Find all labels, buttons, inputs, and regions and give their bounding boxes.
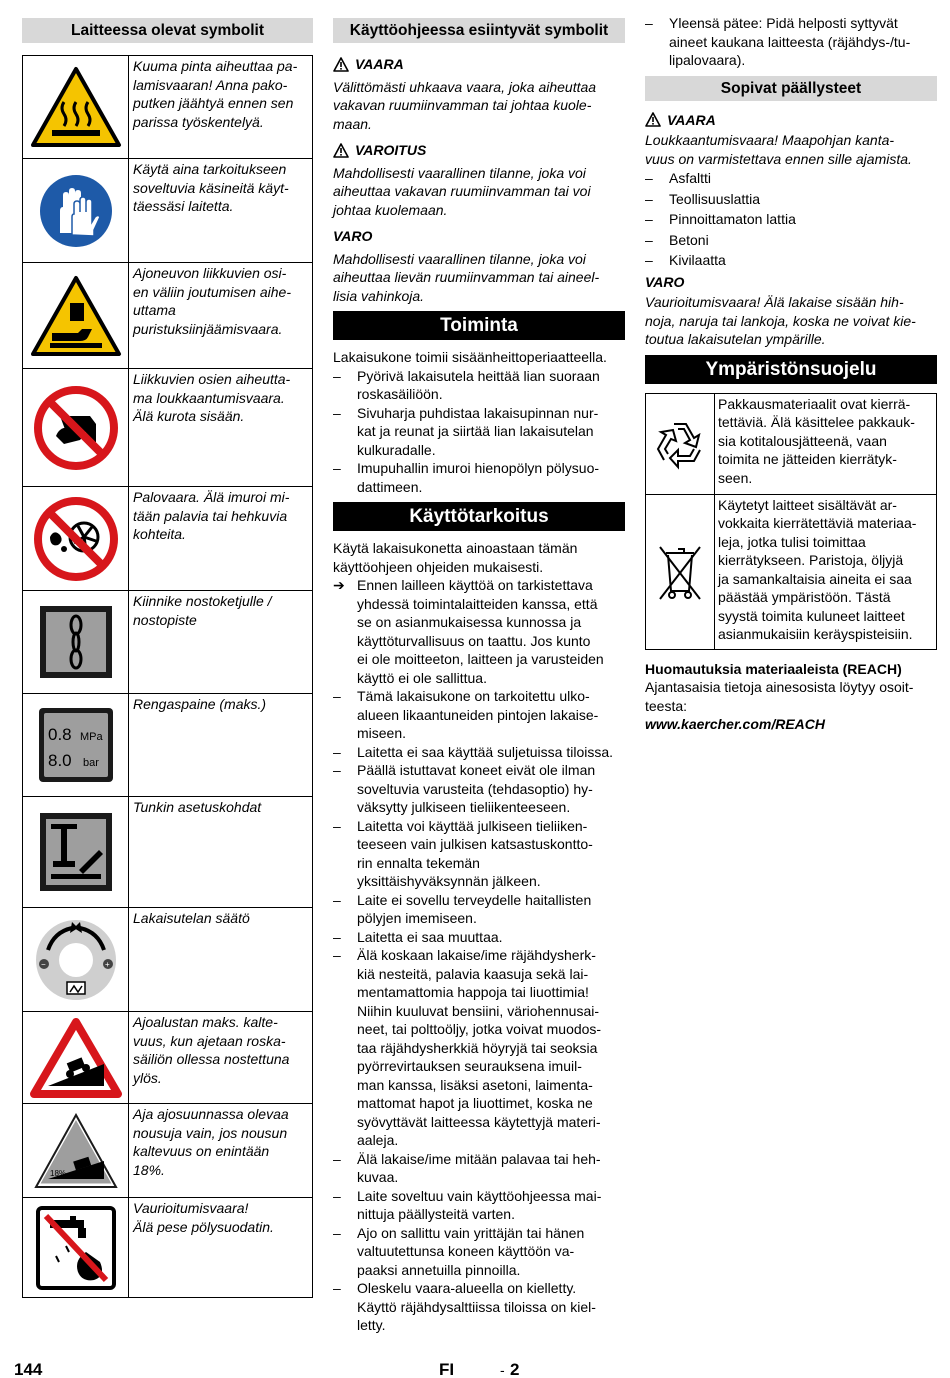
- table-row: [646, 494, 937, 649]
- symbol-description: Käytä aina tarkoitukseen soveltuvia käsineitä käyt- täessäsi laitetta.: [133, 161, 289, 214]
- signal-title: VAARA: [667, 111, 716, 128]
- pressure-unit-bar: bar: [82, 757, 99, 769]
- symbol-description: Ajoalustan maks. kalte- vuus, kun ajetaan roska- säiliön ollessa nostettuna ylös.: [133, 1014, 290, 1086]
- list-item-text: Älä lakaise/ime mitään palavaa tai heh- kuvaa.: [357, 1150, 601, 1185]
- list-item: – Pinnoittamaton lattia: [645, 211, 796, 227]
- list-item-text: Imupuhallin imuroi hienopölyn pölysuo- dattimeen.: [357, 460, 600, 495]
- no-fire-vacuum-icon: [23, 487, 129, 591]
- symbol-text: [129, 263, 313, 369]
- section-heading-surfaces: Sopivat päällysteet: [645, 76, 937, 101]
- svg-text:−: −: [40, 959, 46, 969]
- symbol-text: [129, 159, 313, 263]
- symbol-description: Vaurioitumisvaara! Älä pese pölysuodatin.: [133, 1200, 274, 1235]
- list-item: – Ajo on sallittu vain yrittäjän tai hänen valtuutettunsa koneen käyttöön va- paaksi annetuilla pinnoilla.: [333, 1224, 585, 1278]
- list-item-text: Kivilaatta: [669, 252, 726, 268]
- signal-text: Välittömästi uhkaava vaara, joka aiheuttaa vakavan ruumiinvamman tai johtaa kuole- maan.: [333, 78, 597, 132]
- pressure-unit-mpa: MPa: [79, 731, 103, 743]
- symbol-text: [129, 908, 313, 1012]
- warning-triangle-icon: [645, 112, 661, 127]
- symbol-description: Rengaspaine (maks.): [133, 696, 267, 712]
- list-item-text: Oleskelu vaara-alueella on kielletty. Käyttö räjähdysalttiissa tiloissa on kiel- letty.: [357, 1280, 596, 1333]
- list-item-text: Päällä istuttavat koneet eivät ole ilman soveltuvia varusteita (tehdasoptio) hy- väksytty julkiseen tieliikenteeseen.: [357, 762, 596, 815]
- no-wash-filter-icon: [23, 1198, 129, 1298]
- table-row: [23, 487, 313, 591]
- gloves-icon: [23, 159, 129, 263]
- pressure-value-bar: 8.0: [47, 751, 72, 770]
- environment-text: [715, 494, 937, 649]
- list-item-text: Laitetta ei saa käyttää suljetuissa tiloissa.: [357, 743, 614, 760]
- list-item-text: Teollisuuslattia: [669, 190, 761, 207]
- device-symbols-table: [22, 55, 313, 1298]
- symbol-text: [129, 369, 313, 487]
- section-heading-kayttotarkoitus: Käyttötarkoitus: [333, 502, 625, 531]
- list-item: – Sivuharja puhdistaa lakaisupinnan nur- kat ja reunat ja siirtää lian lakaisutelan kulkuradalle.: [333, 404, 599, 458]
- list-item-text: Pyörivä lakaisutela heittää lian suoraan roskasäiliöön.: [357, 367, 600, 402]
- footer-section-number: 2: [510, 1360, 520, 1378]
- list-item-text: Sivuharja puhdistaa lakaisupinnan nur- kat ja reunat ja siirtää lian lakaisutelan kulkuradalle.: [357, 404, 599, 458]
- signal-title: VAARA: [355, 56, 404, 72]
- symbol-text: [129, 56, 313, 159]
- symbol-description: Kiinnike nostoketjulle / nostopiste: [133, 593, 272, 628]
- table-row: [23, 591, 313, 694]
- table-row: [23, 1104, 313, 1198]
- list-item: – Betoni: [645, 231, 709, 248]
- chain-icon: [23, 591, 129, 694]
- list-item: – Laite soveltuu vain käyttöohjeessa mai- nittuja päällysteitä varten.: [333, 1187, 602, 1222]
- signal-text: Vaurioitumisvaara! Älä lakaise sisään hih- noja, naruja tai lankoja, koska ne voivat kie- toutua lakaisutelan ympärille.: [645, 294, 916, 347]
- list-item-text: Betoni: [669, 231, 709, 248]
- list-item: – Oleskelu vaara-alueella on kielletty. Käyttö räjähdysalttiissa tiloissa on kiel- letty.: [333, 1280, 596, 1333]
- symbol-description: Aja ajosuunnassa olevaa nousuja vain, jos nousun kaltevuus on enintään 18%.: [133, 1106, 289, 1178]
- list-item: – Kivilaatta: [645, 252, 726, 268]
- signal-vaara: [333, 55, 625, 74]
- jack-icon: [23, 797, 129, 908]
- warning-triangle-icon: [333, 57, 349, 72]
- recycle-icon: [646, 393, 715, 494]
- symbol-text: [129, 487, 313, 591]
- list-item-arrow: ➔ Ennen lailleen käyttöä on tarkistettava yhdessä toimintalaitteiden kanssa, että se on asianmukaisessa kunnossa ja käyttöturvallisuus on taattu. Jos kunto ei ole moitteeton, laitteen ja varusteiden käyttö ei ole sallittua.: [333, 577, 604, 686]
- symbol-description: Tunkin asetuskohdat: [133, 799, 262, 815]
- svg-text:+: +: [104, 959, 110, 969]
- symbol-text: [129, 591, 313, 694]
- table-row: [646, 393, 937, 494]
- signal-varo: [333, 227, 625, 246]
- symbol-text: [129, 797, 313, 908]
- table-row: [23, 694, 313, 797]
- reach-link[interactable]: www.kaercher.com/REACH: [645, 716, 825, 732]
- tire-pressure-icon: [23, 694, 129, 797]
- page-number: 144: [14, 1360, 43, 1378]
- table-row: [23, 1012, 313, 1104]
- table-row: [23, 797, 313, 908]
- signal-title: VARO: [333, 228, 373, 244]
- signal-text: Loukkaantumisvaara! Maapohjan kanta- vuus on varmistettava ennen sille ajamista.: [645, 132, 912, 167]
- environment-table: [645, 393, 937, 650]
- symbol-description: Palovaara. Älä imuroi mi- tään palavia tai hehkuvia kohteita.: [133, 489, 290, 542]
- footer-dash: -: [500, 1362, 505, 1378]
- list-item-text: Laite soveltuu vain käyttöohjeessa mai- nittuja päällysteitä varten.: [357, 1187, 602, 1222]
- warning-triangle-icon: [333, 143, 349, 158]
- list-item-text: Pinnoittamaton lattia: [669, 211, 796, 227]
- list-item-text: Ennen lailleen käyttöä on tarkistettava yhdessä toimintalaitteiden kanssa, että se on asianmukaisessa kunnossa ja käyttöturvallisuus on taattu. Jos kunto ei ole moitteeton, laitteen ja varusteiden käyttö ei ole sallittua.: [357, 577, 604, 686]
- signal-varo: [645, 273, 937, 292]
- signal-vaara: [645, 111, 937, 130]
- list-item: – Päällä istuttavat koneet eivät ole ilman soveltuvia varusteita (tehdasoptio) hy- väksytty julkiseen tieliikenteeseen.: [333, 762, 596, 815]
- list-item: – Teollisuuslattia: [645, 190, 761, 207]
- list-item-text: Asfaltti: [669, 170, 712, 186]
- table-row: [23, 1198, 313, 1298]
- table-row: [23, 159, 313, 263]
- symbol-description: Kuuma pinta aiheuttaa pa- lamisvaaran! Anna pako- putken jäähtyä ennen sen parissa työskentelyä.: [133, 58, 298, 130]
- list-item-text: Yleensä pätee: Pidä helposti syttyvät aineet kaukana laitteesta (räjähdys-/tu- lipalovaara).: [669, 15, 911, 68]
- symbol-description: Ajoneuvon liikkuvien osi- en väliin joutumisen aihe- uttama puristuksiinjäämisvaara.: [133, 265, 291, 337]
- signal-title: VARO: [645, 273, 685, 290]
- section-heading-manual-symbols: Käyttöohjeessa esiintyvät symbolit: [333, 18, 625, 43]
- kaytto-intro: Käytä lakaisukonetta ainoastaan tämän käyttöohjeen ohjeiden mukaisesti.: [333, 540, 578, 575]
- section-heading-toiminta: Toiminta: [333, 311, 625, 340]
- list-item: – Laitetta voi käyttää julkiseen tieliiken- teeseen vain julkisen katsastuskontto- rin ennalta tekemän yksittäishyväksynnän jälkeen.: [333, 817, 593, 889]
- list-item: – Asfaltti: [645, 170, 712, 186]
- list-item: – Älä koskaan lakaise/ime räjähdysherk- kiä nesteitä, palavia kaasuja sekä lai- mentamattomia happoja tai liuottimia! Niihin kuuluvat bensiini, väriohennusai- neet, tai polttoöljy, jotka voivat muodos- taa räjähdysherkkiä höyryjä tai seoksia pyörrevirtauksen seurauksena imuil- man kanssa, lisäksi asetoni, laimenta- mattomat hapot ja liuottimet, koska ne syövyttävät laitteessa käytettyjä materi- aaleja.: [333, 947, 602, 1148]
- pressure-value-mpa: 0.8: [47, 725, 72, 744]
- language-code: FI: [439, 1360, 455, 1378]
- list-item: – Tämä lakaisukone on tarkoitettu ulko- alueen likaantuneiden pintojen lakaise- miseen.: [333, 688, 599, 741]
- signal-varoitus: [333, 141, 625, 160]
- no-reaching-icon: [23, 369, 129, 487]
- environment-text: [715, 393, 937, 494]
- reach-heading: Huomautuksia materiaaleista (REACH): [645, 660, 902, 677]
- environment-description: Käytetyt laitteet sisältävät ar- vokkaita kierrätettäviä materiaa- leja, jotka tulisi toimittaa kierrätykseen. Paristoja, öljyjä ja samankaltaisia aineita ei saa päästää ympäristöön. Tästä syystä toimita kuluneet laitteet asianmukaisiin keräyspisteisiin.: [718, 496, 917, 642]
- column-manual-symbols: [333, 18, 625, 1335]
- symbol-description: Lakaisutelan säätö: [133, 910, 250, 926]
- table-row: [23, 56, 313, 159]
- list-item-text: Laitetta ei saa muuttaa.: [357, 928, 503, 945]
- list-item: – Laitetta ei saa käyttää suljetuissa tiloissa.: [333, 743, 614, 760]
- column-surfaces-environment: [645, 15, 937, 734]
- table-row: [23, 369, 313, 487]
- symbol-text: [129, 694, 313, 797]
- symbol-description: Liikkuvien osien aiheutta- ma loukkaantumisvaara. Älä kurota sisään.: [133, 371, 291, 424]
- list-item-text: Älä koskaan lakaise/ime räjähdysherk- kiä nesteitä, palavia kaasuja sekä lai- mentamattomia happoja tai liuottimia! Niihin kuuluvat bensiini, väriohennusai- neet, tai polttoöljy, jotka voivat muodos- taa räjähdysherkkiä höyryjä tai seoksia pyörrevirtauksen seurauksena imuil- man kanssa, lisäksi asetoni, laimenta- mattomat hapot ja liuottimet, koska ne syövyttävät laitteessa käytettyjä materi- aaleja.: [357, 947, 602, 1148]
- slope-percent-label: 18%: [49, 1168, 66, 1178]
- list-item-text: Laitetta voi käyttää julkiseen tieliiken- teeseen vain julkisen katsastuskontto- rin ennalta tekemän yksittäishyväksynnän jälkeen.: [357, 817, 593, 889]
- list-item: – Pyörivä lakaisutela heittää lian suoraan roskasäiliöön.: [333, 367, 600, 402]
- list-item-text: Ajo on sallittu vain yrittäjän tai hänen valtuutettunsa koneen käyttöön va- paaksi annetuilla pinnoilla.: [357, 1224, 585, 1278]
- signal-title: VAROITUS: [355, 142, 427, 158]
- table-row: [23, 908, 313, 1012]
- signal-text: Mahdollisesti vaarallinen tilanne, joka voi aiheuttaa lievän ruumiinvamman tai aineel- lisia vahinkoja.: [333, 250, 600, 304]
- column-symbols-on-device: [22, 18, 313, 1298]
- list-item: – Imupuhallin imuroi hienopölyn pölysuo- dattimeen.: [333, 460, 600, 495]
- list-item-text: Tämä lakaisukone on tarkoitettu ulko- alueen likaantuneiden pintojen lakaise- miseen.: [357, 688, 599, 741]
- list-item: – Älä lakaise/ime mitään palavaa tai heh- kuvaa.: [333, 1150, 601, 1185]
- reach-text: Ajantasaisia tietoja ainesosista löytyy osoit- teesta:: [645, 679, 914, 714]
- list-item: – Laite ei sovellu terveydelle haitallisten pölyjen imemiseen.: [333, 891, 592, 926]
- signal-text: Mahdollisesti vaarallinen tilanne, joka voi aiheuttaa vakavan ruumiinvamman tai voi johtaa kuolemaan.: [333, 164, 591, 218]
- toiminta-intro: Lakaisukone toimii sisäänheittoperiaatteella.: [333, 349, 607, 365]
- section-heading-environment: Ympäristönsuojelu: [645, 355, 937, 384]
- slope-warning-icon: [23, 1012, 129, 1104]
- symbol-text: [129, 1104, 313, 1198]
- section-heading-device-symbols: Laitteessa olevat symbolit: [22, 18, 313, 43]
- hot-surface-icon: [23, 56, 129, 159]
- list-item-text: Laite ei sovellu terveydelle haitallisten pölyjen imemiseen.: [357, 891, 592, 926]
- slope-18-icon: [23, 1104, 129, 1198]
- symbol-text: [129, 1012, 313, 1104]
- symbol-text: [129, 1198, 313, 1298]
- roller-adjust-icon: [23, 908, 129, 1012]
- list-item: – Laitetta ei saa muuttaa.: [333, 928, 503, 945]
- weee-bin-icon: [646, 494, 715, 649]
- list-item: – Yleensä pätee: Pidä helposti syttyvät aineet kaukana laitteesta (räjähdys-/tu- lipalovaara).: [645, 15, 911, 68]
- environment-description: Pakkausmateriaalit ovat kierrä- tettäviä. Älä käsittelee pakkauk- sia kotitalousjätteenä, vaan toimita ne jätteiden kierrätyk- seen.: [718, 395, 915, 486]
- crush-hazard-icon: [23, 263, 129, 369]
- table-row: [23, 263, 313, 369]
